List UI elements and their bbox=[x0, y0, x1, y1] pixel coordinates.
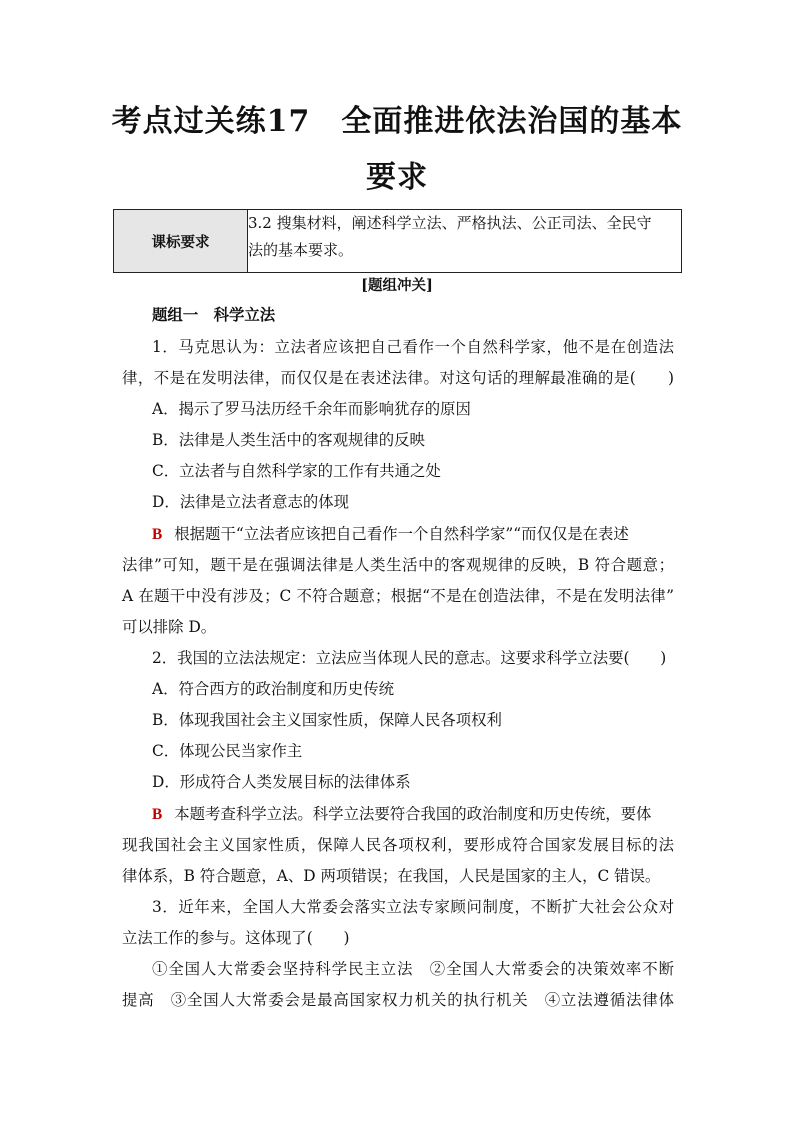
q1-explanation-line1: B 根据题干“立法者应该把自己看作一个自然科学家”“而仅仅是在表述 bbox=[152, 525, 629, 543]
group1-title: 题组一 科学立法 bbox=[152, 306, 276, 324]
q1-option-b: B．法律是人类生活中的客观规律的反映 bbox=[152, 431, 425, 449]
q1-stem-line2: 律，不是在发明法律，而仅仅是在表述法律。对这句话的理解最准确的是( ) bbox=[122, 369, 674, 387]
q1-option-a: A．揭示了罗马法历经千余年而影响犹存的原因 bbox=[152, 400, 471, 418]
q2-option-c: C．体现公民当家作主 bbox=[152, 742, 303, 760]
q2-option-a: A．符合西方的政治制度和历史传统 bbox=[152, 680, 394, 698]
q1-option-d: D．法律是立法者意志的体现 bbox=[152, 493, 350, 511]
q2-option-d: D．形成符合人类发展目标的法律体系 bbox=[152, 773, 411, 791]
q2-option-b: B．体现我国社会主义国家性质，保障人民各项权利 bbox=[152, 711, 502, 729]
requirement-line1: 3.2 搜集材料，阐述科学立法、严格执法、公正司法、全民守 bbox=[248, 214, 652, 232]
page-title-line2: 要求 bbox=[366, 160, 428, 195]
q3-stem-line2: 立法工作的参与。这体现了( ) bbox=[122, 929, 350, 947]
q1-explanation-line4: 可以排除 D。 bbox=[122, 618, 217, 636]
q1-explanation-line3: A 在题干中没有涉及；C 不符合题意；根据“不是在创造法律，不是在发明法律” bbox=[122, 587, 674, 605]
requirement-line2: 法的基本要求。 bbox=[248, 241, 354, 259]
requirement-label: 课标要求 bbox=[114, 210, 248, 273]
section-label: [题组冲关] bbox=[361, 277, 433, 294]
q1-stem-line1: 1．马克思认为：立法者应该把自己看作一个自然科学家，他不是在创造法 bbox=[152, 338, 674, 356]
q3-items-line1: ①全国人大常委会坚持科学民主立法 ②全国人大常委会的决策效率不断 bbox=[152, 960, 674, 978]
q2-stem-line1: 2．我国的立法法规定：立法应当体现人民的意志。这要求科学立法要( ) bbox=[152, 649, 667, 667]
page-title-line1: 考点过关练17 全面推进依法治国的基本 bbox=[111, 104, 683, 139]
q2-explanation-line1: B 本题考查科学立法。科学立法要符合我国的政治制度和历史传统，要体 bbox=[152, 805, 652, 823]
curriculum-requirement-table bbox=[113, 209, 682, 273]
q3-stem-line1: 3．近年来，全国人大常委会落实立法专家顾问制度，不断扩大社会公众对 bbox=[152, 898, 674, 916]
q2-answer: B bbox=[152, 806, 163, 823]
q2-explanation-line2: 现我国社会主义国家性质，保障人民各项权利，要形成符合国家发展目标的法 bbox=[122, 836, 674, 854]
q1-option-c: C．立法者与自然科学家的工作有共通之处 bbox=[152, 462, 441, 480]
requirement-content bbox=[248, 210, 682, 273]
q1-answer: B bbox=[152, 526, 163, 543]
q3-items-line2: 提高 ③全国人大常委会是最高国家权力机关的执行机关 ④立法遵循法律体 bbox=[122, 991, 674, 1009]
q1-explanation-line2: 法律”可知，题干是在强调法律是人类生活中的客观规律的反映，B 符合题意； bbox=[122, 556, 674, 574]
q2-explanation-line3: 律体系，B 符合题意，A、D 两项错误；在我国，人民是国家的主人，C 错误。 bbox=[122, 867, 661, 885]
